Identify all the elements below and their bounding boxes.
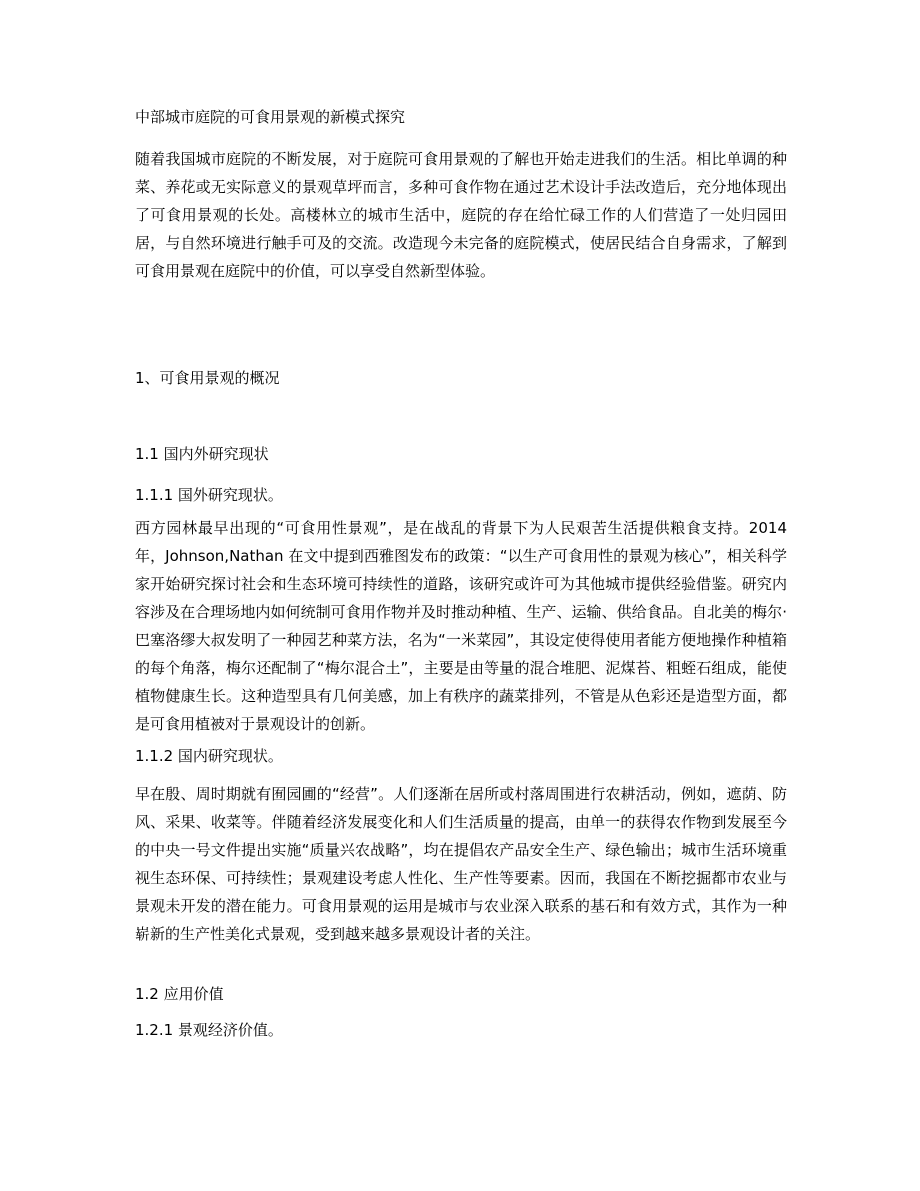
intro-paragraph: 随着我国城市庭院的不断发展，对于庭院可食用景观的了解也开始走进我们的生活。相比单调的种菜、养花或无实际意义的景观草坪而言，多种可食作物在通过艺术设计手法改造后，充分地体现出了可食用景观的长处。高楼林立的城市生活中，庭院的存在给忙碌工作的人们营造了一处归园田居，与自然环境进行触手可及的交流。改造现今未完备的庭院模式，使居民结合自身需求，了解到可食用景观在庭院中的价值，可以享受自然新型体验。 <box>135 150 787 280</box>
section-1-2-1-heading: 1.2.1 景观经济价值。 <box>135 1021 283 1039</box>
section-1-1-1-paragraph: 西方园林最早出现的“可食用性景观”，是在战乱的背景下为人民艰苦生活提供粮食支持。2014 年，Johnson,Nathan 在文中提到西雅图发布的政策：“以生产可食用性的景观为核心”，相关科学家开始研究探讨社会和生态环境可持续性的道路，该研究或许可为其他城市提供经验借鉴。研究内容涉及在合理场地内如何统制可食用作物并及时推动种植、生产、运输、供给食品。自北美的梅尔·巴塞洛缪大叔发明了一种园艺种菜方法，名为“一米菜园”，其设定使得使用者能方便地操作种植箱的每个角落，梅尔还配制了“梅尔混合土”，主要是由等量的混合堆肥、泥煤苔、粗蛭石组成，能使植物健康生长。这种造型具有几何美感，加上有秩序的蔬菜排列，不管是从色彩还是造型方面，都是可食用植被对于景观设计的创新。 <box>135 519 787 733</box>
section-1-1-2-paragraph: 早在殷、周时期就有囿园圃的“经营”。人们逐渐在居所或村落周围进行农耕活动，例如，遮荫、防风、采果、收菜等。伴随着经济发展变化和人们生活质量的提高，由单一的获得农作物到发展至今的中央一号文件提出实施“质量兴农战略”，均在提倡农产品安全生产、绿色输出；城市生活环境重视生态环保、可持续性；景观建设考虑人性化、生产性等要素。因而，我国在不断挖掘都市农业与景观未开发的潜在能力。可食用景观的运用是城市与农业深入联系的基石和有效方式，其作为一种崭新的生产性美化式景观，受到越来越多景观设计者的关注。 <box>135 785 787 943</box>
section-1-1-heading: 1.1 国内外研究现状 <box>135 445 269 463</box>
section-1-1-2-heading: 1.1.2 国内研究现状。 <box>135 747 283 765</box>
document-title: 中部城市庭院的可食用景观的新模式探究 <box>135 108 406 126</box>
section-1-2-heading: 1.2 应用价值 <box>135 985 224 1003</box>
section-1-1-1-heading: 1.1.1 国外研究现状。 <box>135 486 283 504</box>
section-1-heading: 1、可食用景观的概况 <box>135 369 280 387</box>
